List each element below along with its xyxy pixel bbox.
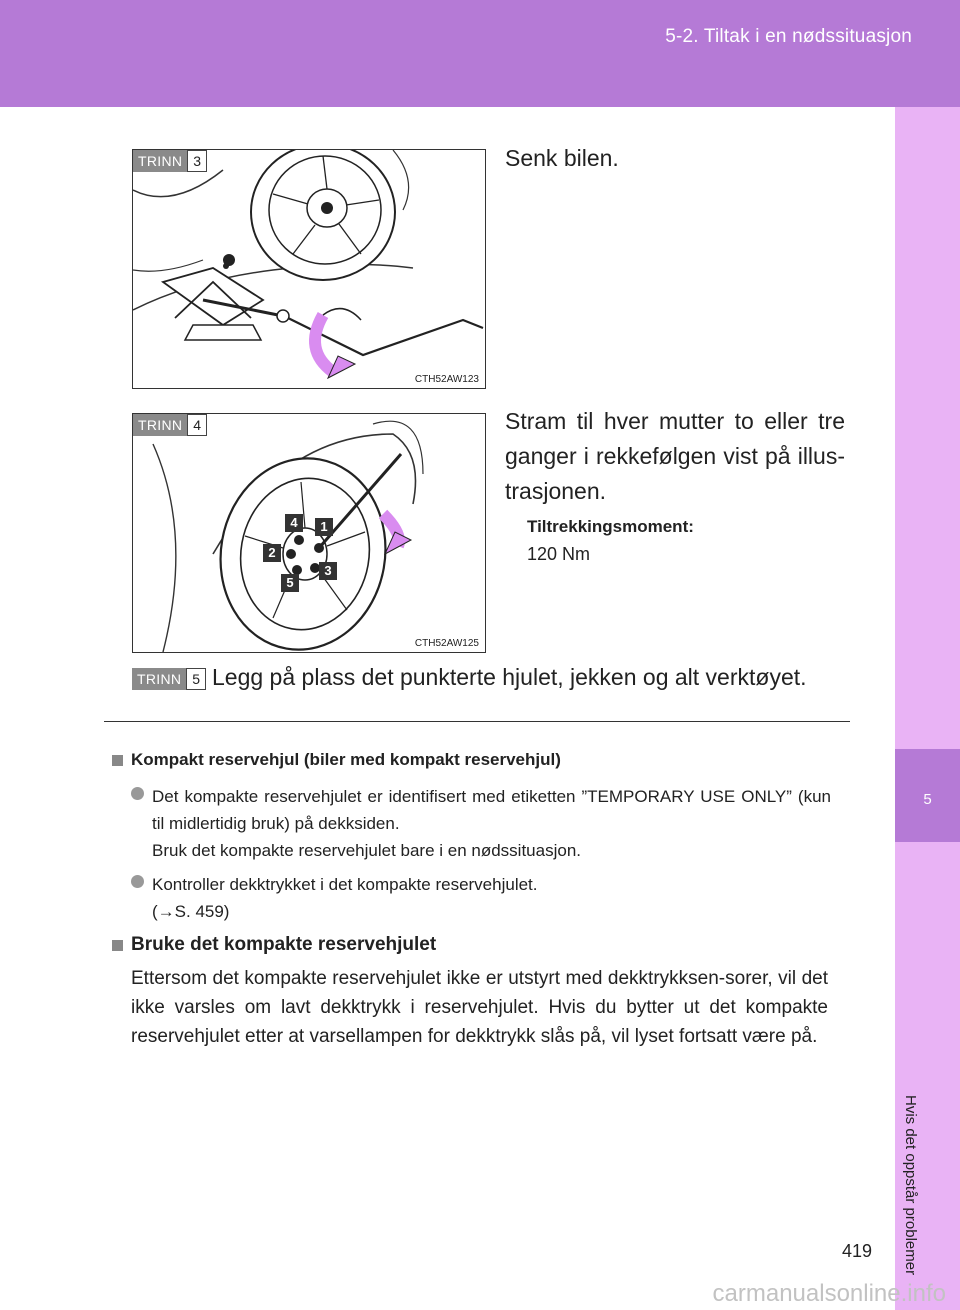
bullet-item — [131, 783, 831, 864]
figure-lower-car — [132, 149, 486, 389]
square-bullet-icon — [112, 755, 123, 766]
section-divider — [104, 721, 850, 722]
section-heading-using-compact-spare — [112, 934, 436, 956]
bullet-item — [131, 871, 831, 925]
bullet-line: Bruk det kompakte reservehjulet bare i en nødssituasjon. — [152, 841, 582, 860]
torque-label: Tiltrekkingsmoment: — [527, 517, 694, 536]
page-header — [0, 0, 960, 107]
bullet-line: Det kompakte reservehjulet er identifisert med etiketten ”TEMPORARY USE ONLY” (kun til midlertidig bruk) på dekksiden. — [152, 787, 831, 833]
figure-code: CTH52AW125 — [414, 638, 479, 649]
step-number: 4 — [187, 414, 207, 436]
circle-bullet-icon — [131, 875, 144, 888]
chapter-tab-label: Hvis det oppstår problemer — [902, 1095, 919, 1276]
figure-code: CTH52AW123 — [414, 374, 479, 385]
jack-illustration — [133, 150, 485, 388]
wheel-nut-illustration — [133, 414, 485, 652]
step-5-text: Legg på plass det punkterte hjulet, jekken og alt verktøyet. — [212, 664, 807, 690]
section-heading-compact-spare — [112, 750, 561, 770]
chapter-tab-number: 5 — [923, 791, 932, 808]
torque-value: 120 Nm — [527, 544, 591, 564]
nut-label-1: 1 — [315, 518, 333, 536]
watermark: carmanualsonline.info — [712, 1280, 946, 1307]
step-3-badge — [133, 150, 207, 172]
bullet-line: Kontroller dekktrykket i det kompakte reservehjulet. — [152, 875, 538, 894]
nut-label-4: 4 — [285, 514, 303, 532]
step-4-text: Stram til hver mutter to eller tre ganger i rekkefølgen vist på illus-trasjonen. — [505, 408, 845, 504]
nut-label-2: 2 — [263, 544, 281, 562]
nut-label-5: 5 — [281, 574, 299, 592]
section-title: Kompakt reservehjul (biler med kompakt reservehjul) — [131, 750, 561, 769]
chapter-title: 5-2. Tiltak i en nødssituasjon — [665, 26, 912, 47]
side-strip-top — [895, 107, 960, 749]
step-5-badge — [132, 668, 206, 690]
section-paragraph: Ettersom det kompakte reservehjulet ikke er utstyrt med dekktrykksen-sorer, vil det ikke varsles om lavt dekktrykk i reservehjulet. Hvis du bytter ut det kompakte reservehjulet etter at varsellampen for dekktrykk slås på, vil lyset fortsatt være på. — [131, 968, 828, 1047]
step-number: 3 — [187, 150, 207, 172]
circle-bullet-icon — [131, 787, 144, 800]
figure-tighten-nuts — [132, 413, 486, 653]
step-word: TRINN — [132, 668, 186, 690]
step-3-text: Senk bilen. — [505, 145, 619, 171]
page-number: 419 — [842, 1241, 873, 1261]
step-word: TRINN — [133, 414, 187, 436]
nut-label-3: 3 — [319, 562, 337, 580]
chapter-tab[interactable] — [895, 749, 960, 842]
square-bullet-icon — [112, 940, 123, 951]
step-4-badge — [133, 414, 207, 436]
page-reference-link[interactable]: (→S. 459) — [152, 902, 230, 921]
step-word: TRINN — [133, 150, 187, 172]
section-title: Bruke det kompakte reservehjulet — [131, 934, 437, 955]
step-number: 5 — [186, 668, 206, 690]
